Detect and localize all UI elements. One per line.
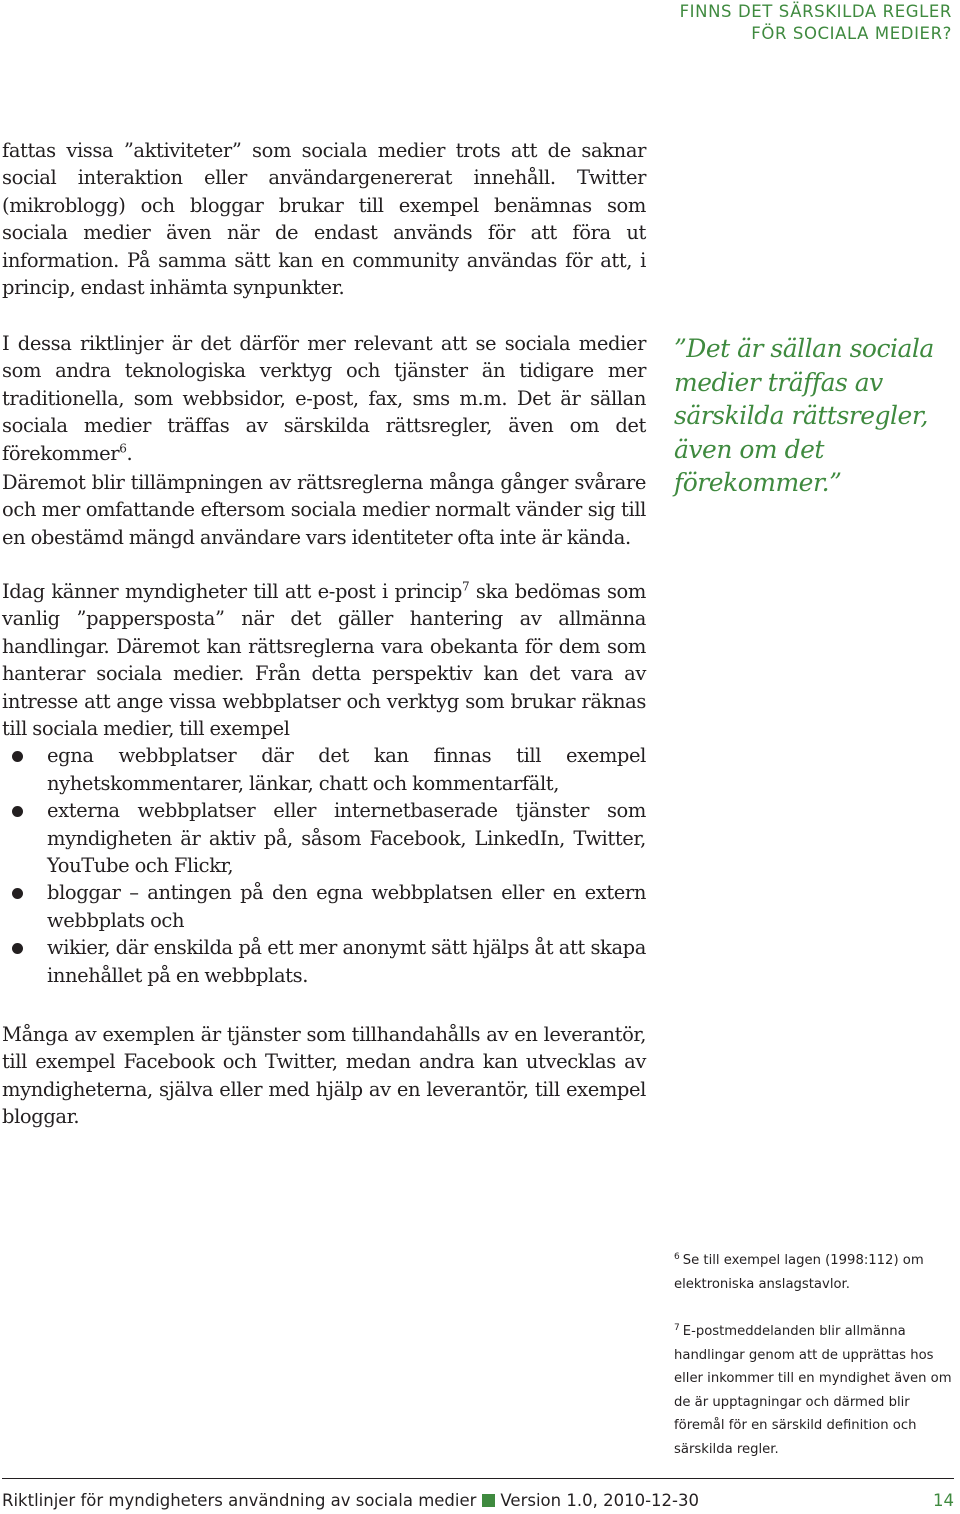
body-paragraph-5 bbox=[2, 1021, 646, 1131]
bullet-list bbox=[2, 742, 646, 989]
list-item-text: bloggar – antingen på den egna webbplatsen eller en extern webbplats och bbox=[47, 881, 646, 932]
footnote-text: E-postmeddelanden blir allmänna handlingar genom att de upprättas hos eller inkommer till en myndighet även om de är upptagningar och därmed blir föremål för en särskild definition och särskilda regler. bbox=[674, 1324, 952, 1457]
running-head-line-1: FINNS DET SÄRSKILDA REGLER bbox=[679, 2, 952, 21]
bullet-icon bbox=[12, 806, 23, 817]
list-item-text: wikier, där enskilda på ett mer anonymt sätt hjälps åt att skapa innehållet på en webbplats. bbox=[47, 936, 646, 987]
bullet-icon bbox=[12, 751, 23, 762]
list-item bbox=[2, 879, 646, 934]
paragraph-text-rest: ska bedömas som vanlig ”pappersposta” när det gäller hantering av allmänna handlingar. Däremot kan rättsreglerna vara obekanta för dem som hanterar sociala medier. Från detta perspektiv kan det vara av intresse att ange vissa webbplatser och verktyg som brukar räknas till sociala medier, till exempel bbox=[2, 580, 646, 741]
footnote-text: Se till exempel lagen (1998:112) om elektroniska anslagstavlor. bbox=[674, 1253, 924, 1292]
paragraph-end: . bbox=[126, 441, 133, 465]
bullet-icon bbox=[12, 888, 23, 899]
footnote-number: 7 bbox=[674, 1322, 680, 1333]
footer-divider bbox=[2, 1478, 954, 1479]
footer-version: Version 1.0, 2010-12-30 bbox=[500, 1491, 699, 1510]
list-item bbox=[2, 742, 646, 797]
list-item-text: egna webbplatser där det kan finnas till exempel nyhetskommentarer, länkar, chatt och kommentarfält, bbox=[47, 744, 646, 795]
paragraph-text: Däremot blir tillämpningen av rättsreglerna många gånger svårare och mer omfattande eftersom sociala medier normalt vänder sig till en obestämd mängd användare vars identiteter ofta inte är kända. bbox=[2, 471, 646, 549]
footer bbox=[2, 1490, 699, 1512]
body-paragraph-1 bbox=[2, 137, 646, 301]
footnote-ref-7[interactable]: 7 bbox=[461, 579, 470, 594]
paragraph-text: I dessa riktlinjer är det därför mer relevant att se sociala medier som andra teknologiska verktyg och tjänster än tidigare mer traditionella, som webbsidor, e-post, fax, sms m.m. Det är sällan sociala medier träffas av särskilda rättsregler, även om det förekommer bbox=[2, 332, 646, 465]
pull-quote: ”Det är sällan sociala medier träffas av särskilda rättsregler, även om det förekommer.” bbox=[674, 334, 934, 497]
footnote-number: 6 bbox=[674, 1251, 680, 1262]
body-paragraph-4 bbox=[2, 578, 646, 989]
bullet-icon bbox=[12, 943, 23, 954]
list-item bbox=[2, 797, 646, 879]
footnote-7 bbox=[674, 1320, 958, 1462]
footer-title: Riktlinjer för myndigheters användning av sociala medier bbox=[2, 1491, 477, 1510]
list-item bbox=[2, 934, 646, 989]
body-paragraph-3 bbox=[2, 469, 646, 551]
running-head bbox=[680, 1, 952, 45]
page-number: 14 bbox=[933, 1491, 954, 1510]
paragraph-text: fattas vissa ”aktiviteter” som sociala medier trots att de saknar social interaktion eller användargenererat innehåll. Twitter (mikroblogg) och bloggar brukar till exempel benämnas som sociala medier även när de endast används för att föra ut information. På samma sätt kan en community användas för att, i princip, endast inhämta synpunkter. bbox=[2, 139, 646, 300]
paragraph-text-start: Idag känner myndigheter till att e-post i princip bbox=[2, 580, 462, 603]
list-item-text: externa webbplatser eller internetbaserade tjänster som myndigheten är aktiv på, såsom Facebook, LinkedIn, Twitter, YouTube och Flickr, bbox=[47, 799, 646, 878]
paragraph-text: Många av exemplen är tjänster som tillhandahålls av en leverantör, till exempel Facebook och Twitter, medan andra kan utvecklas av myndigheterna, själva eller med hjälp av en leverantör, till exempel bloggar. bbox=[2, 1023, 646, 1129]
body-paragraph-2 bbox=[2, 330, 646, 467]
footnote-6 bbox=[674, 1249, 958, 1296]
running-head-line-2: FÖR SOCIALA MEDIER? bbox=[751, 24, 952, 43]
square-separator-icon bbox=[482, 1494, 495, 1507]
footnote-ref-6[interactable]: 6 bbox=[119, 441, 127, 456]
